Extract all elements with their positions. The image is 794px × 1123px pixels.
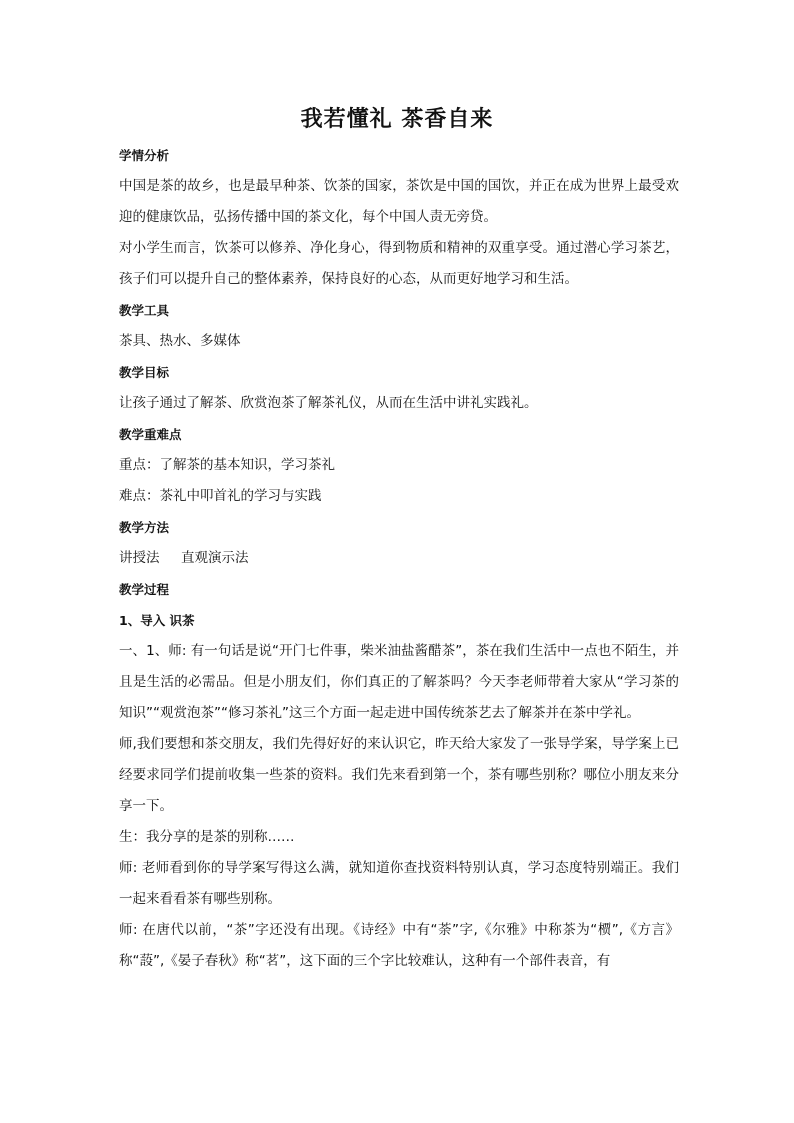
paragraph: 师: 在唐代以前，“茶”字还没有出现。《诗经》中有“荼”字,《尔雅》中称茶为“槚”,《方言》称“蔎”,《晏子春秋》称“茗”，这下面的三个字比较难认，这种有一个部件表音，有 bbox=[119, 922, 679, 969]
section-heading-key-points: 教学重难点 bbox=[119, 427, 182, 442]
paragraph: 一、1、师: 有一句话是说“开门七件事，柴米油盐酱醋茶”，茶在我们生活中一点也不陌生，并且是生活的必需品。但是小朋友们，你们真正的了解茶吗？今天李老师带着大家从“学习茶的知识”“观赏泡茶”“修习茶礼”这三个方面一起走进中国传统茶艺去了解茶并在茶中学礼。 bbox=[119, 643, 679, 721]
section-subheading-intro: 1、导入 识茶 bbox=[119, 613, 195, 628]
paragraph: 让孩子通过了解茶、欣赏泡茶了解茶礼仪，从而在生活中讲礼实践礼。 bbox=[119, 395, 538, 411]
paragraph: 讲授法 直观演示法 bbox=[119, 550, 249, 566]
paragraph: 对小学生而言，饮茶可以修养、净化身心，得到物质和精神的双重享受。通过潜心学习茶艺，孩子们可以提升自己的整体素养，保持良好的心态，从而更好地学习和生活。 bbox=[119, 240, 679, 287]
document-title: 我若懂礼 茶香自来 bbox=[300, 107, 494, 132]
section-heading-process: 教学过程 bbox=[119, 582, 170, 597]
section-heading-tools: 教学工具 bbox=[119, 303, 170, 318]
paragraph: 师,我们要想和茶交朋友，我们先得好好的来认识它，昨天给大家发了一张导学案，导学案上已经要求同学们提前收集一些茶的资料。我们先来看到第一个，茶有哪些别称？哪位小朋友来分享一下。 bbox=[119, 736, 679, 814]
paragraph: 师: 老师看到你的导学案写得这么满，就知道你查找资料特别认真，学习态度特别端正。我们一起来看看茶有哪些别称。 bbox=[119, 860, 679, 907]
paragraph: 中国是茶的故乡，也是最早种茶、饮茶的国家，茶饮是中国的国饮，并正在成为世界上最受欢迎的健康饮品，弘扬传播中国的茶文化，每个中国人责无旁贷。 bbox=[119, 178, 679, 225]
paragraph: 难点：茶礼中叩首礼的学习与实践 bbox=[119, 488, 322, 504]
paragraph: 生：我分享的是茶的别称…… bbox=[119, 829, 295, 845]
section-heading-methods: 教学方法 bbox=[119, 520, 170, 535]
paragraph: 茶具、热水、多媒体 bbox=[119, 333, 241, 349]
document-body bbox=[119, 140, 679, 977]
section-heading-goals: 教学目标 bbox=[119, 365, 170, 380]
section-heading-analysis: 学情分析 bbox=[119, 148, 170, 163]
paragraph: 重点：了解茶的基本知识，学习茶礼 bbox=[119, 457, 335, 473]
